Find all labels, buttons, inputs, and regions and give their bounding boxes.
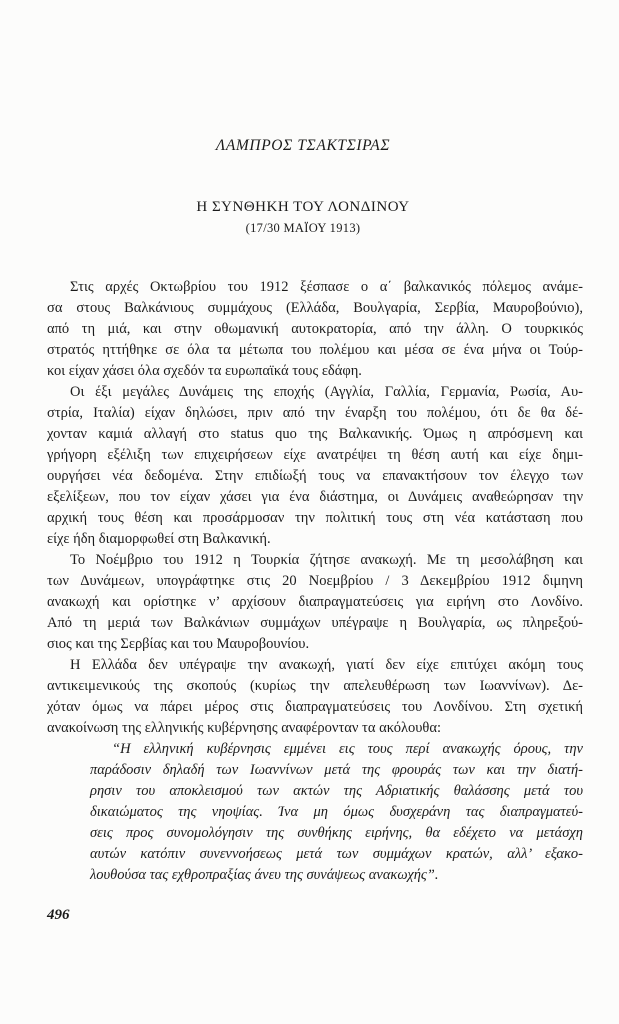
text-line: χονταν καμιά αλλαγή στο status quo της Βαλκανικής. Όμως η απρόσμενη και: [47, 426, 583, 442]
article-body: [47, 277, 583, 886]
text-line: των Δυνάμεων, υπογράφτηκε στις 20 Νοεμβρίου / 3 Δεκεμβρίου 1912 διμηνη: [47, 573, 583, 589]
quote-line: ρησιν του αποκλεισμού των ακτών της Αδριατικής θαλάσσης μετά του: [90, 783, 583, 799]
text-line: από τη μιά, και στην οθωμανική αυτοκρατορία, από την άλλη. Ο τουρκικός: [47, 321, 583, 337]
text-line: Στις αρχές Οκτωβρίου του 1912 ξέσπασε ο α΄ βαλκανικός πόλεμος ανάμε-: [70, 279, 583, 295]
text-line: ανακωχή και ορίστηκε ν’ αρχίσουν διαπραγματεύσεις για ειρήνη στο Λονδίνο.: [47, 594, 583, 610]
text-line: ανακοίνωση της ελληνικής κυβέρνησης αναφέρονταν τα ακόλουθα:: [47, 720, 441, 736]
author-name: ΛΑΜΠΡΟΣ ΤΣΑΚΤΣΙΡΑΣ: [215, 137, 391, 154]
text-line: κοι είχαν χάσει όλα σχεδόν τα ευρωπαϊκά τους εδάφη.: [47, 363, 362, 379]
text-line: αντικειμενικούς της σκοπούς (κυρίως την απελευθέρωση των Ιωαννίνων). Δε-: [47, 678, 583, 694]
paragraph: [47, 277, 583, 382]
text-line: Το Νοέμβριο του 1912 η Τουρκία ζήτησε ανακωχή. Με τη μεσολάβηση και: [70, 552, 583, 568]
text-line: σα στους Βαλκάνιους συμμάχους (Ελλάδα, Βουλγαρία, Σερβία, Μαυροβούνιο),: [47, 300, 583, 316]
text-line: Από τη μεριά των Βαλκάνιων συμμάχων υπέγραψε η Βουλγαρία, ως πληρεξού-: [47, 615, 583, 631]
text-line: ουργήσει νέα δεδομένα. Στην επιδίωξή τους να επανακτήσουν τον έλεγχο των: [47, 468, 583, 484]
paragraph: [47, 655, 583, 739]
text-line: Η Ελλάδα δεν υπέγραψε την ανακωχή, γιατί δεν είχε επιτύχει ακόμη τους: [70, 657, 583, 673]
page-number: 496: [47, 907, 70, 923]
text-line: σιος και της Σερβίας και του Μαυροβουνίου.: [47, 636, 310, 652]
quote-line: “Η ελληνική κυβέρνησις εμμένει εις τους περί ανακωχής όρους, την: [112, 741, 583, 757]
quote-line: δικαιώματος της νηοψίας. Ίνα μη όμως δυσχεράνη τας διαπραγματεύ-: [90, 804, 583, 820]
paragraph: [47, 382, 583, 550]
text-line: γρήγορη εξέλιξη των επιχειρήσεων είχε ανατρέψει τη θέση αυτή και είχε δημι-: [47, 447, 583, 463]
text-line: στρία, Ιταλία) είχαν δηλώσει, πριν από την έναρξη του πολέμου, ότι δε θα δέ-: [47, 405, 583, 421]
block-quote: [90, 739, 583, 886]
text-line: στρατός ηττήθηκε σε όλα τα μέτωπα του πολέμου και μέσα σε ένα μήνα οι Τούρ-: [47, 342, 583, 358]
text-line: Οι έξι μεγάλες Δυνάμεις της εποχής (Αγγλία, Γαλλία, Γερμανία, Ρωσία, Αυ-: [70, 384, 583, 400]
quote-line: αυτών κατόπιν συνεννοήσεως μετά των συμμάχων κρατών, αλλ’ εξακο-: [90, 846, 583, 862]
article-date: (17/30 ΜΑΪΟΥ 1913): [245, 221, 361, 235]
quote-line: λουθούσα τας εχθροπραξίας άνευ της συνάψεως ανακωχής”.: [90, 867, 439, 883]
paragraph: [47, 550, 583, 655]
article-title: Η ΣΥΝΘΗΚΗ ΤΟΥ ΛΟΝΔΙΝΟΥ: [196, 199, 410, 215]
text-line: χόταν όμως να πάρει μέρος στις διαπραγματεύσεις του Λονδίνου. Στη σχετική: [47, 699, 583, 715]
text-line: είχε ήδη διαμορφωθεί στη Βαλκανική.: [47, 531, 271, 547]
text-line: αρχική τους θέση και προσάρμοσαν την πολιτική τους στη νέα κατάσταση που: [47, 510, 583, 526]
quote-line: παράδοσιν δηλαδή των Ιωαννίνων μετά της φρουράς των και την διατή-: [90, 762, 583, 778]
quote-line: σεις προς συνομολόγησιν της συνθήκης ειρήνης, θα εδέχετο να μετάσχη: [90, 825, 583, 841]
text-line: εξελίξεων, που τον είχαν χάσει για ένα διάστημα, οι Δυνάμεις αναθεώρησαν την: [47, 489, 583, 505]
